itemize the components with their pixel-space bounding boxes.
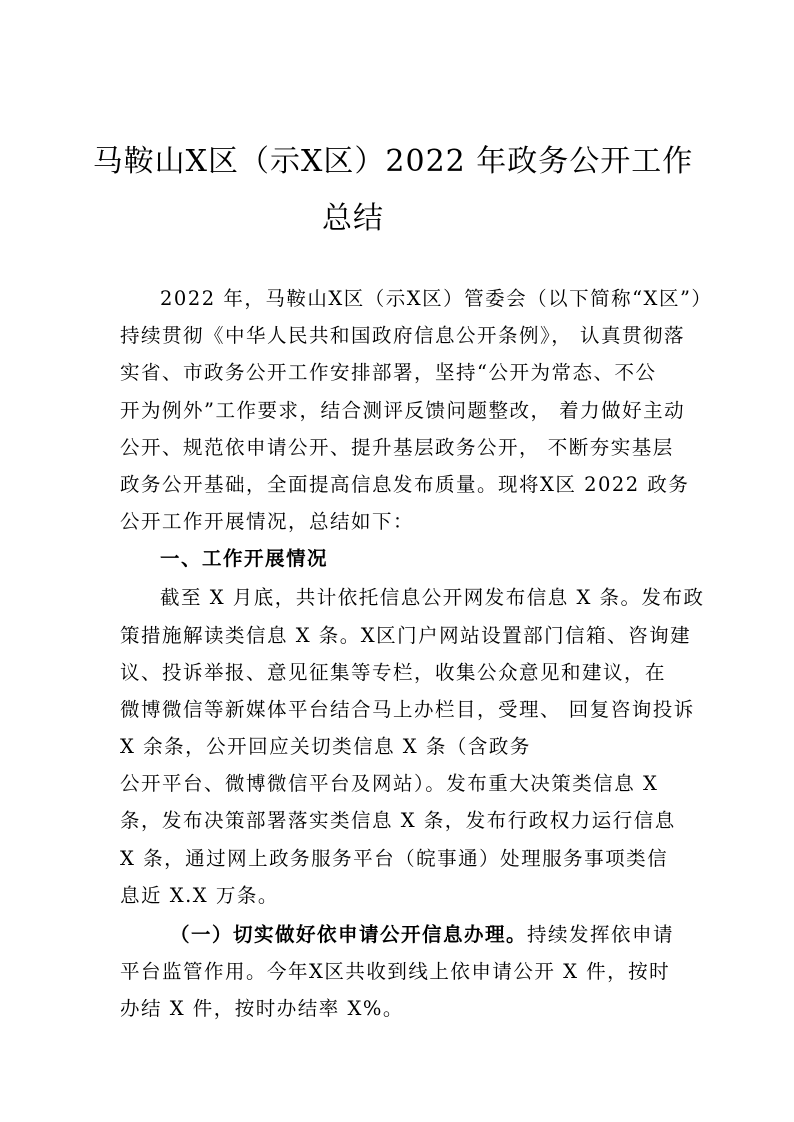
text-line: 2022 年，马鞍山X区（示X区）管委会（以下简称“X区”） (160, 287, 713, 310)
work-paragraph (120, 579, 705, 914)
text-line: 条，发布决策部署落实类信息 X 条，发布行政权力运行信息 (120, 809, 676, 833)
text-line: 截至 X 月底，共计依托信息公开网发布信息 X 条。发布政 (160, 586, 705, 610)
text-line: X 余条，公开回应关切类信息 X 条（含政务 (120, 735, 531, 759)
text-line: 实省、市政务公开工作安排部署，坚持“公开为常态、不公 (120, 361, 657, 385)
document-title-line2: 总结 (322, 201, 384, 236)
text-line: 办结 X 件，按时办结率 X%。 (120, 997, 404, 1021)
text-line: X 条，通过网上政务服务平台（皖事通）处理服务事项类信 (120, 846, 669, 870)
intro-paragraph (120, 280, 713, 540)
text-line: 公开工作开展情况，总结如下： (120, 510, 415, 534)
text-line: 微博微信等新媒体平台结合马上办栏目，受理、 回复咨询投诉 (120, 697, 695, 721)
text-line: 策措施解读类信息 X 条。X区门户网站设置部门信箱、咨询建 (120, 623, 692, 647)
text-line: 息近 X.X 万条。 (120, 883, 279, 907)
subsection-paragraph (120, 916, 700, 1028)
text-line: 公开平台、微博微信平台及网站）。发布重大决策类信息 X (120, 772, 659, 796)
text-line: 政务公开基础，全面提高信息发布质量。现将X区 2022 政务 (120, 472, 690, 496)
text-line: 持续发挥依申请 (527, 923, 675, 946)
subsection-heading: （一）切实做好依申请公开信息办理。 (170, 923, 528, 946)
text-line: 持续贯彻《中华人民共和国政府信息公开条例》， 认真贯彻落 (120, 324, 685, 348)
text-line: 议、投诉举报、意见征集等专栏，收集公众意见和建议，在 (120, 660, 667, 684)
section-heading: 一、工作开展情况 (160, 547, 329, 571)
text-line: 公开、规范依申请公开、提升基层政务公开， 不断夯实基层 (120, 435, 674, 459)
text-line: 开为例外”工作要求，结合测评反馈问题整改， 着力做好主动 (120, 398, 686, 422)
text-line: 平台监管作用。今年X区共收到线上依申请公开 X 件，按时 (120, 960, 671, 984)
document-title: 马鞍山X区（示X区）2022 年政务公开工作 (92, 144, 694, 179)
document-body (120, 280, 713, 1028)
